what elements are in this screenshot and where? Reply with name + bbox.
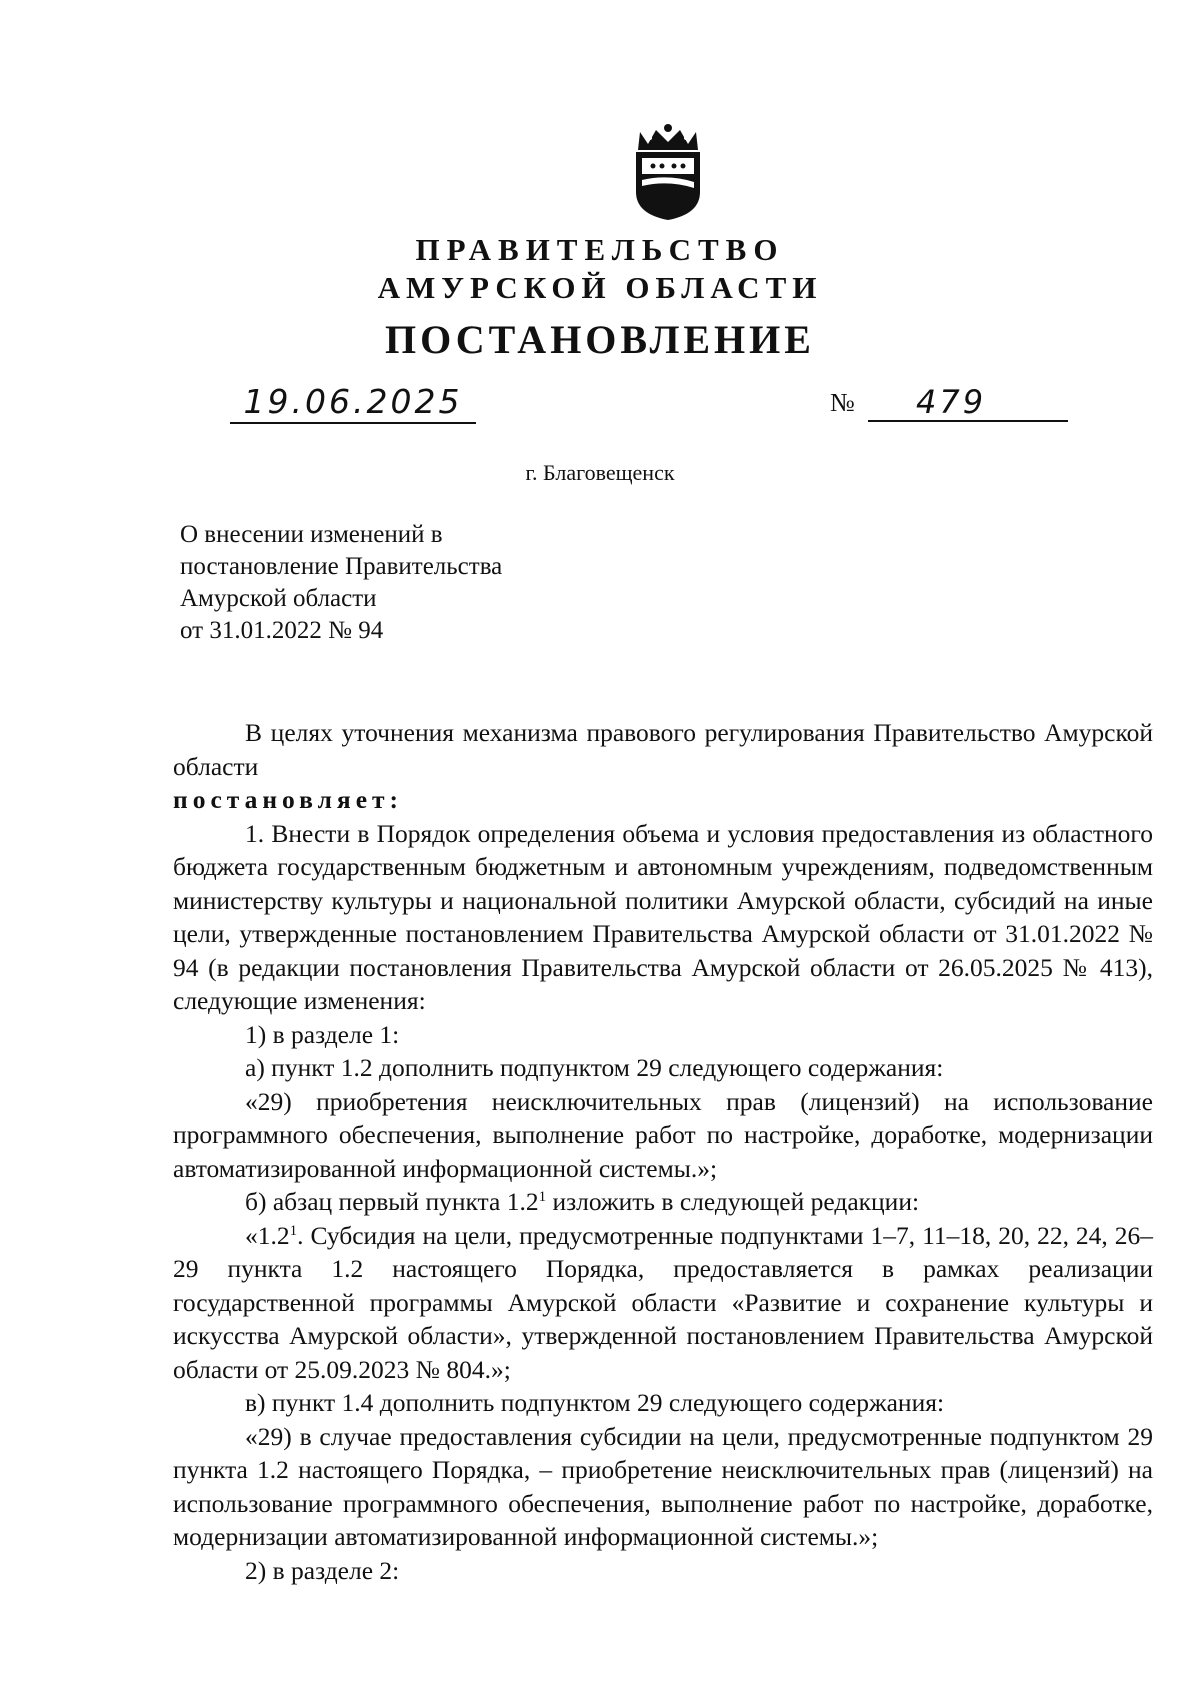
subject-line: постановление Правительства [180,553,503,580]
paragraph-text: б) абзац первый пункта 1.2 [245,1187,539,1216]
subject-line: О внесении изменений в [180,521,443,548]
document-type: ПОСТАНОВЛЕНИЕ [385,317,815,362]
paragraph: 2) в разделе 2: [245,1555,400,1585]
paragraph [173,1219,1153,1387]
resolves-heading [173,783,1153,817]
document-subject [180,519,600,647]
paragraph [173,1185,1153,1219]
document-number: 479 [868,382,1068,422]
paragraph: «29) приобретения неисключительных прав (лицензий) на использование программного обеспечения, выполнение работ по настройке, доработке, модернизации автоматизированной информационной системы.»; [173,1086,1153,1183]
paragraph: 1. Внести в Порядок определения объема и условия предоставления из областного бюджета государственным бюджетным и автономным учреждениям, подведомственным министерству культуры и национальной политики Амурской области, субсидий на иные цели, утвержденные постановлением Правительства Амурской области от 31.01.2022 № 94 (в редакции постановления Правительства Амурской области от 26.05.2025 № 413), следующие изменения: [173,818,1153,1015]
paragraph-text: «1.2 [245,1220,290,1250]
paragraph-text: изложить в следующей редакции: [546,1187,920,1216]
paragraph-text: . Субсидия на цели, предусмотренные подпунктами 1–7, 11–18, 20, 22, 24, 26–29 пункта 1.2 настоящего Порядка, предоставляется в рамках реализации государственной программы Амурской области «Развитие и сохранение культуры и искусства Амурской области», утвержденной постановлением Правительства Амурской области от 25.09.2023 № 804.»; [173,1220,1153,1384]
city: г. Благовещенск [525,460,675,485]
paragraph: в) пункт 1.4 дополнить подпунктом 29 следующего содержания: [245,1388,945,1417]
superscript: 1 [538,1189,547,1205]
paragraph: 1) в разделе 1: [245,1019,400,1049]
amur-oblast-emblem [628,122,708,222]
organization-name-line2: АМУРСКОЙ ОБЛАСТИ [377,270,823,305]
superscript: 1 [289,1222,298,1239]
resolves-word: постановляет: [173,785,404,814]
document-body [173,716,1153,1587]
subject-line: от 31.01.2022 № 94 [180,617,384,644]
number-sign: № [830,388,855,417]
document-date: 19.06.2025 [230,382,476,424]
paragraph: а) пункт 1.2 дополнить подпунктом 29 следующего содержания: [245,1053,944,1082]
subject-line: Амурской области [180,585,377,612]
preamble-paragraph: В целях уточнения механизма правового регулирования Правительство Амурской области [173,718,1153,781]
paragraph: «29) в случае предоставления субсидии на цели, предусмотренные подпунктом 29 пункта 1.2 настоящего Порядка, – приобретение неисключительных прав (лицензий) на использование программного обеспечения, выполнение работ по настройке, доработке, модернизации автоматизированной информационной системы.»; [173,1421,1153,1551]
organization-name-line1: ПРАВИТЕЛЬСТВО [415,232,785,267]
